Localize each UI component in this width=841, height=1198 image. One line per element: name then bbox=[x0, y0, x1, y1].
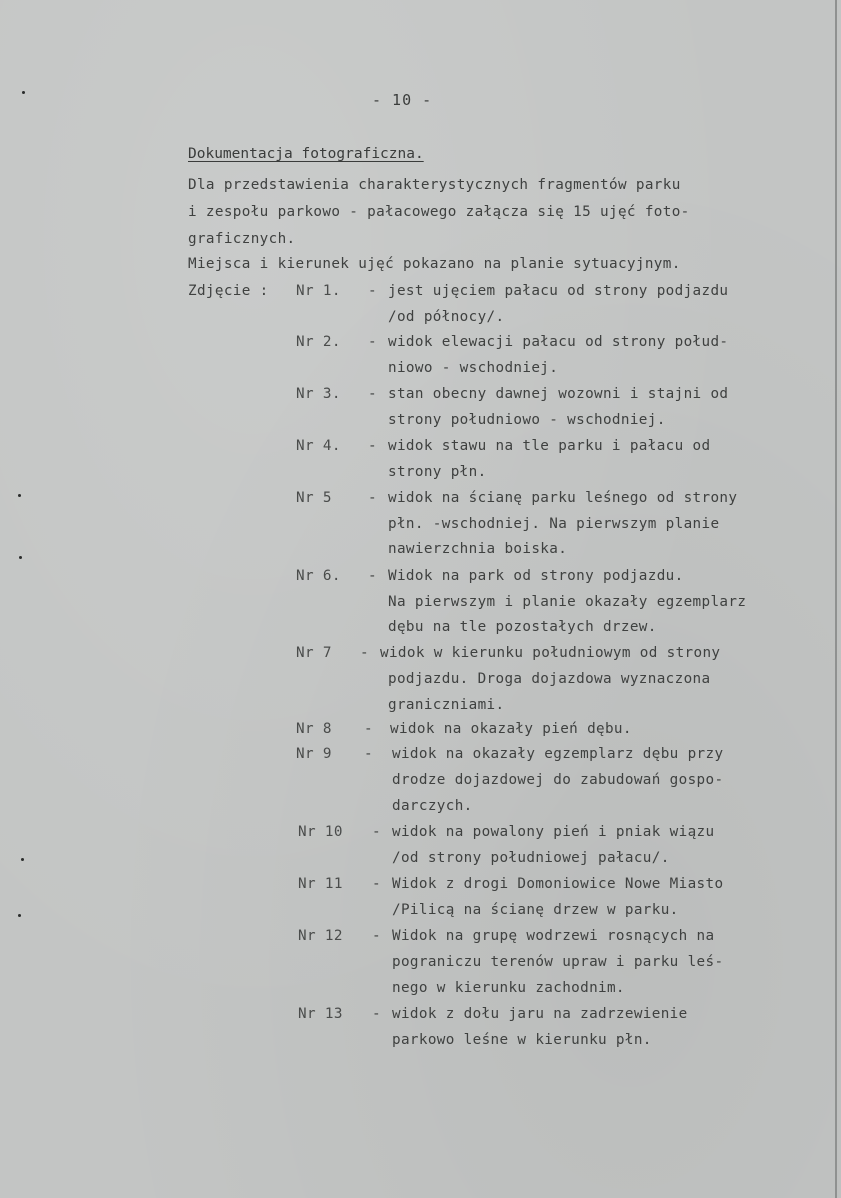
entry-text: graniczniami. bbox=[388, 697, 505, 713]
entry-text: drodze dojazdowej do zabudowań gospo- bbox=[392, 772, 724, 788]
entry-text: płn. -wschodniej. Na pierwszym planie bbox=[388, 516, 720, 532]
entry-text: stan obecny dawnej wozowni i stajni od bbox=[388, 386, 729, 402]
entry-text: /od strony południowej pałacu/. bbox=[392, 850, 670, 866]
entry-dash: - bbox=[368, 490, 377, 506]
entry-number: Nr 6. bbox=[296, 568, 341, 584]
entry-dash: - bbox=[360, 645, 369, 661]
entry-text: widok stawu na tle parku i pałacu od bbox=[388, 438, 711, 454]
intro-line: Miejsca i kierunek ujęć pokazano na planie sytuacyjnym. bbox=[188, 256, 681, 272]
entry-text: widok na ścianę parku leśnego od strony bbox=[388, 490, 738, 506]
entry-number: Nr 10 bbox=[298, 824, 343, 840]
entry-dash: - bbox=[368, 386, 377, 402]
entry-number: Nr 4. bbox=[296, 438, 341, 454]
entry-text: Widok z drogi Domoniowice Nowe Miasto bbox=[392, 876, 724, 892]
entry-number: Nr 3. bbox=[296, 386, 341, 402]
intro-line: Dla przedstawienia charakterystycznych fragmentów parku bbox=[188, 177, 681, 193]
entry-text: widok z dołu jaru na zadrzewienie bbox=[392, 1006, 688, 1022]
entry-text: /od północy/. bbox=[388, 309, 505, 325]
entry-dash: - bbox=[372, 928, 381, 944]
margin-mark bbox=[18, 914, 21, 917]
page-number: - 10 - bbox=[372, 91, 433, 109]
intro-line: graficznych. bbox=[188, 231, 296, 247]
entry-dash: - bbox=[368, 334, 377, 350]
margin-mark bbox=[18, 494, 21, 497]
entry-dash: - bbox=[364, 746, 373, 762]
entry-dash: - bbox=[372, 824, 381, 840]
entry-text: widok na okazały pień dębu. bbox=[390, 721, 632, 737]
paper-edge bbox=[835, 0, 837, 1198]
entry-dash: - bbox=[372, 876, 381, 892]
entry-text: strony południowo - wschodniej. bbox=[388, 412, 666, 428]
entry-text: strony płn. bbox=[388, 464, 487, 480]
photo-label: Zdjęcie : bbox=[188, 283, 269, 299]
entry-number: Nr 12 bbox=[298, 928, 343, 944]
entry-text: Widok na grupę wodrzewi rosnących na bbox=[392, 928, 715, 944]
entry-dash: - bbox=[368, 438, 377, 454]
entry-text: Widok na park od strony podjazdu. bbox=[388, 568, 684, 584]
entry-text: dębu na tle pozostałych drzew. bbox=[388, 619, 657, 635]
entry-number: Nr 5 bbox=[296, 490, 332, 506]
entry-text: jest ujęciem pałacu od strony podjazdu bbox=[388, 283, 729, 299]
entry-text: nawierzchnia boiska. bbox=[388, 541, 568, 557]
entry-number: Nr 7 bbox=[296, 645, 332, 661]
section-heading: Dokumentacja fotograficzna. bbox=[188, 146, 424, 162]
entry-text: widok na okazały egzemplarz dębu przy bbox=[392, 746, 724, 762]
entry-number: Nr 9 bbox=[296, 746, 332, 762]
entry-number: Nr 2. bbox=[296, 334, 341, 350]
entry-text: pograniczu terenów upraw i parku leś- bbox=[392, 954, 724, 970]
entry-text: parkowo leśne w kierunku płn. bbox=[392, 1032, 652, 1048]
entry-text: widok elewacji pałacu od strony połud- bbox=[388, 334, 729, 350]
entry-text: niowo - wschodniej. bbox=[388, 360, 559, 376]
entry-dash: - bbox=[372, 1006, 381, 1022]
entry-number: Nr 1. bbox=[296, 283, 341, 299]
intro-line: i zespołu parkowo - pałacowego załącza się 15 ujęć foto- bbox=[188, 204, 690, 220]
entry-text: /Pilicą na ścianę drzew w parku. bbox=[392, 902, 679, 918]
entry-dash: - bbox=[364, 721, 373, 737]
entry-text: Na pierwszym i planie okazały egzemplarz bbox=[388, 594, 747, 610]
entry-text: darczych. bbox=[392, 798, 473, 814]
margin-mark bbox=[19, 556, 22, 559]
entry-text: widok w kierunku południowym od strony bbox=[380, 645, 721, 661]
entry-text: widok na powalony pień i pniak wiązu bbox=[392, 824, 715, 840]
entry-number: Nr 8 bbox=[296, 721, 332, 737]
entry-dash: - bbox=[368, 568, 377, 584]
entry-dash: - bbox=[368, 283, 377, 299]
margin-mark bbox=[21, 858, 24, 861]
entry-number: Nr 13 bbox=[298, 1006, 343, 1022]
margin-mark bbox=[22, 91, 25, 94]
entry-number: Nr 11 bbox=[298, 876, 343, 892]
entry-text: nego w kierunku zachodnim. bbox=[392, 980, 625, 996]
entry-text: podjazdu. Droga dojazdowa wyznaczona bbox=[388, 671, 711, 687]
